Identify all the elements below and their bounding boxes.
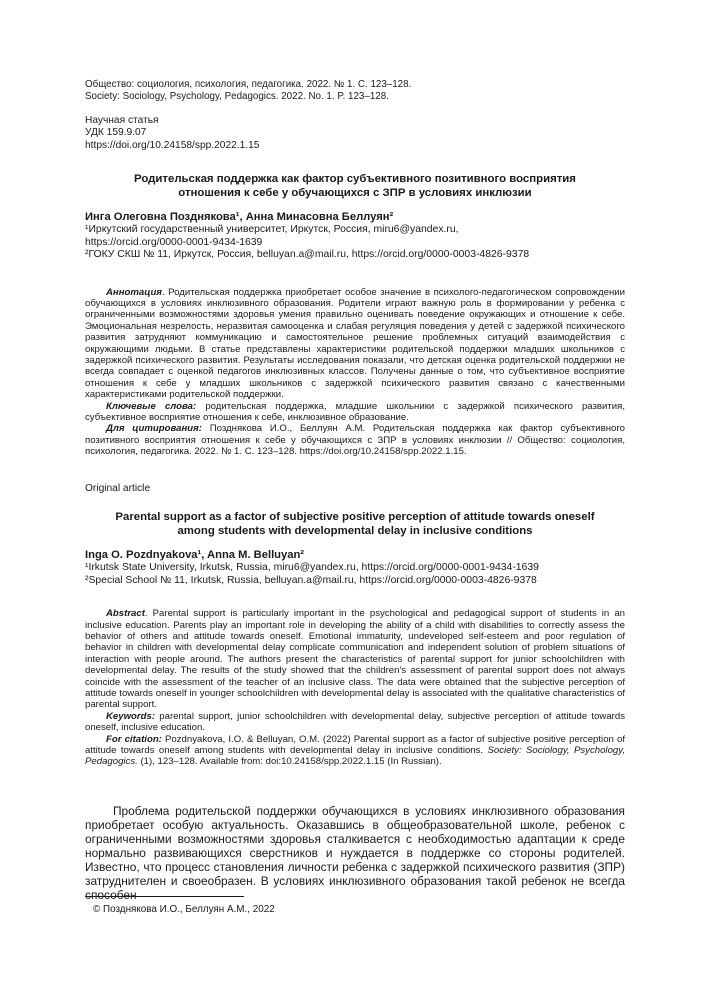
abstract-en (85, 608, 625, 711)
orcid-link-ru-1[interactable]: https://orcid.org/0000-0001-9434-1639 (85, 236, 263, 248)
affiliations-en (85, 562, 625, 587)
affiliation-ru-2: ²ГОКУ СКШ № 11, Иркутск, Россия, belluyan.a@mail.ru, https://orcid.org/0000-0003-4826-9378 (85, 249, 530, 261)
citation-label-en: For citation: (106, 733, 162, 745)
abstract-text-ru: . Родительская поддержка приобретает особое значение в психолого-педагогическом сопровождении обучающихся в условиях инклюзивного образования. Родители играют важную роль в формировании у ребенка с ограниченными возможностями здоровья умения правильно оценивать поведение окружающих и отношение к себе. Эмоциональная незрелость, неразвитая самооценка и слабая регуляция поведения у детей с задержкой психического развития затрудняют коммуникацию и самостоятельное решение проблемных ситуаций взаимодействия с окружающими людьми. В статье представлены характеристики родительской поддержки младших школьников с задержкой психического развития. Результаты исследования показали, что детская оценка родительской поддержки не всегда совпадает с оценкой педагогов инклюзивных классов. Получены данные о том, что субъективное восприятие отношения к себе у младших школьников с задержкой психического развития связано с качественными характеристиками родительской поддержки. (85, 286, 625, 401)
journal-header-ru: Общество: социология, психология, педагогика. 2022. № 1. С. 123–128. (85, 79, 412, 90)
authors-ru: Инга Олеговна Позднякова¹, Анна Минасовна Беллуян² (85, 210, 394, 223)
keywords-text-en: parental support, junior schoolchildren with developmental delay, subjective perception of attitude towards oneself, inclusive education. (85, 710, 625, 734)
citation-post-en: (1), 123–128. Available from: doi:10.24158/spp.2022.1.15 (In Russian). (137, 756, 442, 768)
abstract-block-en (85, 608, 625, 768)
keywords-text-ru: родительская поддержка, младшие школьники с задержкой психического развития, субъективное восприятие отношения к себе, инклюзивное образование. (85, 400, 625, 423)
citation-text-ru: Позднякова И.О., Беллуян А.М. Родительская поддержка как фактор субъективного позитивного восприятия отношения к себе у обучающихся с ЗПР в условиях инклюзии // Общество: социология, психология, педагогика. 2022. № 1. С. 123–128. https://doi.org/10.24158/spp.2022.1.15. (85, 423, 626, 458)
abstract-label-ru: Аннотация (106, 286, 162, 298)
doi-link[interactable]: https://doi.org/10.24158/spp.2022.1.15 (85, 139, 260, 151)
affiliation-en-1: ¹Irkutsk State University, Irkutsk, Russia, miru6@yandex.ru, https://orcid.org/0000-0001-9434-1639 (85, 562, 539, 574)
citation-en (85, 734, 625, 768)
keywords-ru (85, 401, 625, 424)
abstract-label-en: Abstract (106, 608, 145, 620)
journal-header-en: Society: Sociology, Psychology, Pedagogics. 2022. No. 1. P. 123–128. (85, 90, 389, 102)
keywords-label-ru: Ключевые слова: (106, 400, 197, 412)
abstract-ru (85, 287, 625, 401)
footnote-rule (85, 896, 244, 897)
footnote-area (85, 896, 625, 916)
citation-label-ru: Для цитирования: (106, 423, 202, 435)
abstract-block-ru (85, 287, 625, 458)
article-type-ru: Научная статья (85, 115, 159, 127)
citation-pre-en: Pozdnyakova, I.O. & Belluyan, O.M. (2022) Parental support as a factor of subjective positive perception of attitude towards oneself among students with developmental delay in inclusive conditions. (85, 733, 625, 756)
citation-ru (85, 423, 625, 457)
title-en: Parental support as a factor of subjective positive perception of attitude towards oneself among students with developmental delay in inclusive conditions (115, 510, 595, 538)
keywords-label-en: Keywords: (106, 710, 156, 722)
citation-journal-en: Society: Sociology, Psychology, Pedagogics. (85, 745, 625, 768)
udc-code: УДК 159.9.07 (85, 127, 147, 139)
article-type-en: Original article (85, 482, 151, 494)
body-paragraph: Проблема родительской поддержки обучающихся в условиях инклюзивного образования приобретает особую актуальность. Оказавшись в общеобразовательной школе, ребенок с ограниченными возможностями здоровья сталкивается с необходимостью адаптации к среде нормально развивающихся сверстников и нуждается в поддержке со стороны родителей. Известно, что процесс становления личности ребенка с задержкой психического развития (ЗПР) затруднителен и своеобразен. В условиях инклюзивного образования такой ребенок не всегда способен (85, 803, 625, 902)
keywords-en (85, 711, 625, 734)
article-meta (85, 115, 625, 152)
authors-en: Inga O. Pozdnyakova¹, Anna M. Belluyan² (85, 548, 305, 561)
abstract-text-en: . Parental support is particularly important in the psychological and pedagogical support of students in an inclusive education. Parents play an important role in developing the ability of a child with disabilities to correctly assess the behavior of others and attitude towards oneself. Emotional immaturity, undeveloped self-esteem and poor regulation of behavior in children with developmental delay complicate communication and independent solution of problem situations of interaction with people around. The authors present the characteristics of parental support for junior schoolchildren with developmental delay. The results of the study showed that the children's assessment of parental support does not always coincide with the assessment of the teacher of an inclusive class. The data were obtained that the subjective perception of attitude towards oneself in younger schoolchildren with developmental delay is associated with the qualitative characteristics of parental support. (85, 608, 625, 711)
title-ru: Родительская поддержка как фактор субъективного позитивного восприятия отношения к себе у обучающихся с ЗПР в условиях инклюзии (134, 172, 576, 200)
affiliations-ru (85, 224, 625, 261)
affiliation-ru-1: ¹Иркутский государственный университет, Иркутск, Россия, miru6@yandex.ru, (85, 224, 459, 236)
journal-header (85, 79, 625, 102)
affiliation-en-2: ²Special School № 11, Irkutsk, Russia, belluyan.a@mail.ru, https://orcid.org/0000-0003-4826-9378 (85, 574, 537, 586)
copyright-line: © Позднякова И.О., Беллуян А.М., 2022 (93, 904, 275, 915)
